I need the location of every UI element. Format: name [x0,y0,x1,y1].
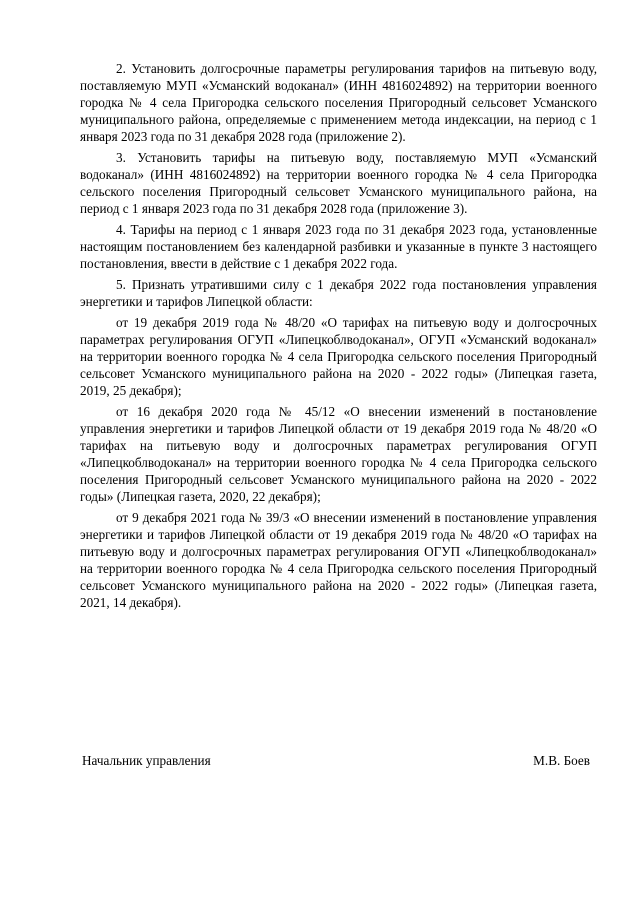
document-body [80,60,597,615]
repealed-resolution-3: от 9 декабря 2021 года № 39/3 «О внесении изменений в постановление управления энергетики и тарифов Липецкой области от 19 декабря 2019 года № 48/20 «О тарифах на питьевую воду и долгосрочных параметрах регулирования ОГУП «Липецкоблводоканал» на территории военного городка № 4 села Пригородка сельского поселения Пригородный сельсовет Усманского муниципального района на 2020 - 2022 годы» (Липецкая газета, 2021, 14 декабря). [80,510,597,610]
signature-block [82,752,590,769]
signatory-position: Начальник управления [82,753,211,768]
repealed-resolution-2: от 16 декабря 2020 года № 45/12 «О внесении изменений в постановление управления энергетики и тарифов Липецкой области от 19 декабря 2019 года № 48/20 «О тарифах на питьевую воду и долгосрочных параметрах регулирования ОГУП «Липецкоблводоканал» на территории военного городка № 4 села Пригородка сельского поселения Пригородный сельсовет Усманского муниципального района на 2020 - 2022 годы» (Липецкая газета, 2020, 22 декабря); [80,404,597,504]
paragraph-item-2: 2. Установить долгосрочные параметры регулирования тарифов на питьевую воду, поставляемую МУП «Усманский водоканал» (ИНН 4816024892) на территории военного городка № 4 села Пригородка сельского поселения Пригородный сельсовет Усманского муниципального района, определяемые с применением метода индексации, на период с 1 января 2023 года по 31 декабря 2028 года (приложение 2). [80,61,597,144]
signatory-name: М.В. Боев [533,753,590,768]
paragraph-item-3: 3. Установить тарифы на питьевую воду, поставляемую МУП «Усманский водоканал» (ИНН 4816024892) на территории военного городка № 4 села Пригородка сельского поселения Пригородный сельсовет Усманского муниципального района, на период с 1 января 2023 года по 31 декабря 2028 года (приложение 3). [80,150,597,216]
paragraph-item-5: 5. Признать утратившими силу с 1 декабря 2022 года постановления управления энергетики и тарифов Липецкой области: [80,277,597,309]
paragraph-item-4: 4. Тарифы на период с 1 января 2023 года по 31 декабря 2023 года, установленные настоящим постановлением без календарной разбивки и указанные в пункте 3 настоящего постановления, ввести в действие с 1 декабря 2022 года. [80,222,597,271]
repealed-resolution-1: от 19 декабря 2019 года № 48/20 «О тарифах на питьевую воду и долгосрочных параметрах регулирования ОГУП «Липецкоблводоканал», ОГУП «Усманский водоканал» на территории военного городка № 4 села Пригородка сельского поселения Пригородный сельсовет Усманского муниципального района на 2020 - 2022 годы» (Липецкая газета, 2019, 25 декабря); [80,315,597,398]
